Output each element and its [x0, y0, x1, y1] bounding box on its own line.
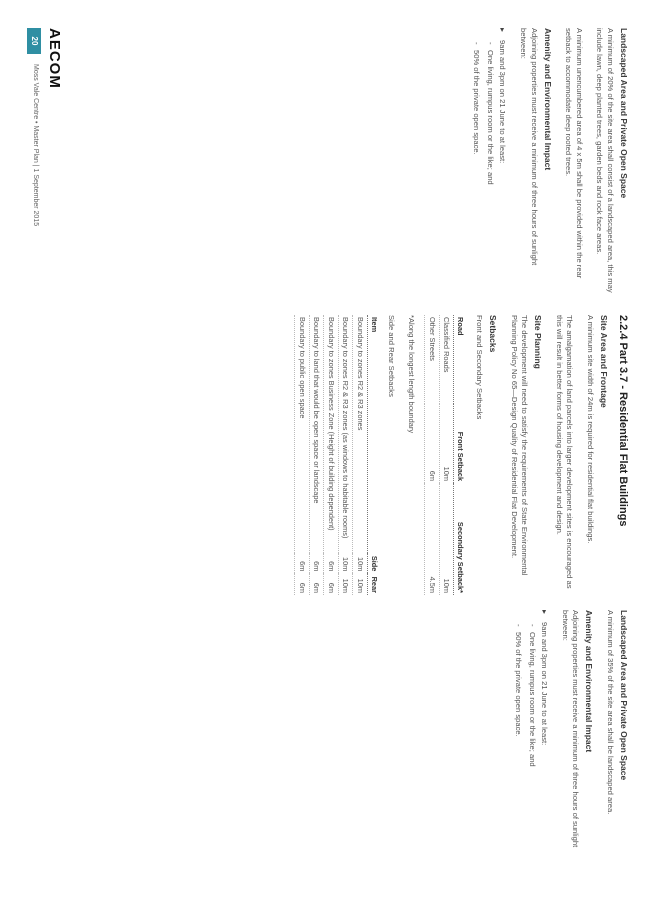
table-row	[295, 315, 310, 595]
sub-list	[512, 622, 536, 878]
table-cell: 6m	[324, 553, 339, 574]
sub-list	[471, 40, 495, 296]
table-row	[425, 315, 440, 595]
table-header: Side	[368, 553, 382, 574]
table-header: Front Setback	[454, 404, 468, 483]
heading-site-planning: Site Planning	[533, 315, 544, 369]
aecom-logo: AECOM	[46, 28, 63, 89]
list-item: - One living, rumpus room or the like; and	[484, 40, 495, 296]
list-item-text: 9am and 3pm on 21 June to at least:	[498, 40, 508, 164]
paragraph: A minimum site width of 24m is required for residential flat buildings.	[586, 315, 595, 544]
section-title: 2.2.4 Part 3.7 - Residential Flat Buildings	[617, 315, 629, 527]
heading-setbacks: Setbacks	[488, 315, 499, 353]
paragraph: A minimum unencumbered area of 4 x 5m shall be provided within the rear setback to accommodate deep rooted trees.	[564, 28, 584, 279]
table-cell: Boundary to zones Business Zone (Height of building dependent)	[324, 315, 339, 553]
bullet-list	[512, 610, 549, 878]
table-cell: 10m	[338, 553, 353, 574]
table-row	[338, 315, 353, 595]
table-header: Item	[368, 315, 382, 553]
table-cell: Classified Roads	[439, 315, 454, 404]
table-row	[309, 315, 324, 595]
paragraph: The development will need to satisfy the requirements of State Environmental Planning Policy No 65—Design Quality of Residential Flat Development.	[509, 315, 530, 576]
table-note: *Along the longest length boundary	[407, 315, 417, 434]
table-cell: Other Streets	[425, 315, 440, 404]
page-number-badge: 20	[27, 28, 41, 54]
column-one	[468, 28, 629, 296]
column-three	[509, 610, 629, 878]
table-cell: 6m	[295, 553, 310, 574]
table-cell: Boundary to land that would be open space or landscape	[309, 315, 324, 553]
list-item	[471, 28, 508, 296]
table-cell: Boundary to public open space	[295, 315, 310, 553]
paragraph: A minimum of 20% of the site area shall consist of a landscaped area, this may include lawn, deep planted trees, garden beds and rock face areas.	[595, 28, 615, 293]
table-cell: 10m	[353, 573, 368, 595]
list-item: - 50% of the private open space.	[471, 40, 482, 296]
heading-site-area: Site Area and Frontage	[599, 315, 609, 408]
table-cell: 10m	[353, 553, 368, 574]
list-item: - 50% of the private open space.	[512, 622, 523, 878]
heading-amenity: Amenity and Environmental Impact	[542, 28, 553, 171]
paragraph: Adjoining properties must receive a minimum of three hours of sunlight between:	[519, 28, 539, 266]
table-row	[439, 315, 454, 595]
table-cell: 10m	[439, 404, 454, 483]
heading-amenity: Amenity and Environmental Impact	[584, 610, 595, 753]
heading-landscaped-area: Landscaped Area and Private Open Space	[619, 28, 629, 199]
table-header: Road	[454, 315, 468, 404]
page-footer	[23, 28, 63, 908]
table-cell: 10m	[338, 573, 353, 595]
table-cell: Boundary to zones R2 & R3 zones	[353, 315, 368, 553]
table-cell: 6m	[295, 573, 310, 595]
side-rear-setbacks-table	[294, 315, 381, 595]
table-row	[324, 315, 339, 595]
table-cell: 6m	[425, 404, 440, 483]
subheading-side-rear-setbacks: Side and Rear Setbacks	[386, 315, 396, 397]
paragraph: The amalgamation of land parcels into larger development sites is encouraged as this will result in better forms of housing development and design.	[554, 315, 575, 589]
paragraph: A minimum of 35% of the site area shall be landscaped area.	[606, 610, 615, 815]
table-header: Rear	[368, 573, 382, 595]
list-item	[512, 610, 549, 878]
table-cell: 10m	[439, 483, 454, 595]
subheading-front-setbacks: Front and Secondary Setbacks	[475, 315, 485, 420]
list-item: - One living, rumpus room or the like; and	[526, 622, 537, 878]
table-cell: 6m	[309, 553, 324, 574]
table-cell: Boundary to zones R2 & R3 zones (as windows to habitable rooms)	[338, 315, 353, 553]
column-two	[286, 315, 629, 595]
list-item-text: 9am and 3pm on 21 June to at least:	[540, 622, 550, 746]
front-setbacks-table	[424, 315, 467, 595]
table-cell: 6m	[324, 573, 339, 595]
heading-landscaped-area: Landscaped Area and Private Open Space	[619, 610, 629, 781]
table-row	[353, 315, 368, 595]
table-header: Secondary Setback*	[454, 483, 468, 595]
table-cell: 4.5m	[425, 483, 440, 595]
footer-text: Moss Vale Centre • Master Plan | 1 September 2015	[32, 64, 39, 227]
table-cell: 6m	[309, 573, 324, 595]
bullet-list	[471, 28, 508, 296]
paragraph: Adjoining properties must receive a minimum of three hours of sunlight between:	[560, 610, 581, 848]
